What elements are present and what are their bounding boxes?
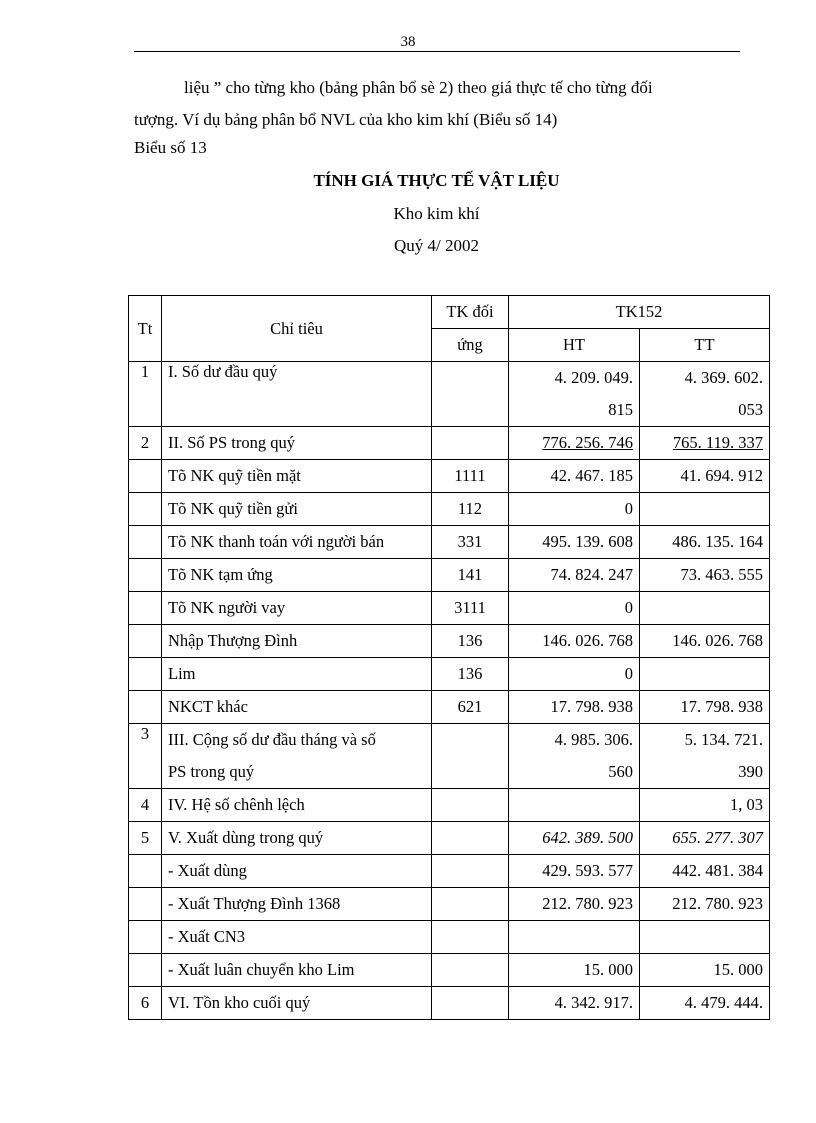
row-tk bbox=[432, 954, 509, 987]
row-label: VI. Tồn kho cuối quý bbox=[162, 987, 432, 1020]
table-row bbox=[129, 559, 770, 592]
row-tt: 5 bbox=[129, 822, 162, 855]
row-ht-value: 776. 256. 746 bbox=[542, 433, 633, 452]
row-tk bbox=[432, 362, 509, 427]
row-label: Tõ NK tạm ứng bbox=[162, 559, 432, 592]
row-tt-value: 41. 694. 912 bbox=[640, 460, 770, 493]
row-tt-value: 73. 463. 555 bbox=[640, 559, 770, 592]
row-tt bbox=[129, 954, 162, 987]
row-tk bbox=[432, 888, 509, 921]
row-ht: 212. 780. 923 bbox=[509, 888, 640, 921]
row-tk: 331 bbox=[432, 526, 509, 559]
row-tt-value bbox=[640, 658, 770, 691]
table-row bbox=[129, 789, 770, 822]
table-subtitle-period: Quý 4/ 2002 bbox=[394, 236, 479, 255]
table-row bbox=[129, 855, 770, 888]
row-ht: 0 bbox=[509, 658, 640, 691]
row-tt bbox=[129, 658, 162, 691]
row-tt: 6 bbox=[129, 987, 162, 1020]
header-row-1 bbox=[129, 296, 770, 329]
row-tt-value: 655. 277. 307 bbox=[640, 822, 770, 855]
table-row bbox=[129, 724, 770, 789]
row-label: V. Xuất dùng trong quý bbox=[162, 822, 432, 855]
material-cost-table bbox=[128, 295, 770, 1020]
row-ht: 146. 026. 768 bbox=[509, 625, 640, 658]
row-label-line-1: III. Cộng số dư đầu tháng và số bbox=[168, 730, 376, 749]
row-label: Tõ NK thanh toán với người bán bbox=[162, 526, 432, 559]
table-row bbox=[129, 460, 770, 493]
table-row bbox=[129, 822, 770, 855]
row-tt-value bbox=[640, 592, 770, 625]
row-ht: 17. 798. 938 bbox=[509, 691, 640, 724]
row-ht: 42. 467. 185 bbox=[509, 460, 640, 493]
row-tt bbox=[129, 691, 162, 724]
table-subtitle-warehouse: Kho kim khí bbox=[393, 204, 480, 223]
row-label: - Xuất luân chuyển kho Lim bbox=[162, 954, 432, 987]
paragraph-line-2: tượng. Ví dụ bảng phân bổ NVL của kho kim khí (Biểu số 14) bbox=[134, 110, 558, 129]
table-title: TÍNH GIÁ THỰC TẾ VẬT LIỆU bbox=[313, 171, 560, 190]
row-ht: 15. 000 bbox=[509, 954, 640, 987]
header-tt-col: TT bbox=[640, 329, 770, 362]
row-ht: 0 bbox=[509, 592, 640, 625]
row-ht: 4. 342. 917. bbox=[509, 987, 640, 1020]
row-label: IV. Hệ số chênh lệch bbox=[162, 789, 432, 822]
table-row bbox=[129, 526, 770, 559]
header-ht: HT bbox=[509, 329, 640, 362]
row-tk: 1111 bbox=[432, 460, 509, 493]
row-tk: 136 bbox=[432, 625, 509, 658]
row-tk: 112 bbox=[432, 493, 509, 526]
page-number: 38 bbox=[400, 34, 416, 50]
row-tk bbox=[432, 921, 509, 954]
row-tk bbox=[432, 822, 509, 855]
row-tt-value: 4. 479. 444. bbox=[640, 987, 770, 1020]
row-label: Tõ NK quỹ tiền mặt bbox=[162, 460, 432, 493]
row-ht: 495. 139. 608 bbox=[509, 526, 640, 559]
table-row bbox=[129, 427, 770, 460]
row-tt-value bbox=[640, 493, 770, 526]
row-tt-value bbox=[640, 362, 770, 427]
row-label: Tõ NK người vay bbox=[162, 592, 432, 625]
row-tt: 2 bbox=[129, 427, 162, 460]
row-tt: 1 bbox=[129, 362, 162, 427]
row-tt-value: 146. 026. 768 bbox=[640, 625, 770, 658]
row-tt bbox=[129, 592, 162, 625]
row-tt bbox=[129, 493, 162, 526]
row-label: Tõ NK quỹ tiền gửi bbox=[162, 493, 432, 526]
table-row bbox=[129, 888, 770, 921]
row-label: II. Số PS trong quý bbox=[162, 427, 432, 460]
table-caption: Biểu số 13 bbox=[134, 138, 207, 157]
row-label-line-2: PS trong quý bbox=[168, 762, 255, 781]
header-tt: Tt bbox=[129, 296, 162, 362]
row-tk bbox=[432, 987, 509, 1020]
row-tt-value: 486. 135. 164 bbox=[640, 526, 770, 559]
header-chi-tieu: Chỉ tiêu bbox=[162, 296, 432, 362]
row-tk bbox=[432, 724, 509, 789]
row-tt-value: 442. 481. 384 bbox=[640, 855, 770, 888]
row-label: Lim bbox=[162, 658, 432, 691]
row-tt: 4 bbox=[129, 789, 162, 822]
row-tt-line-1: 4. 369. 602. bbox=[684, 368, 763, 387]
row-tt-value-text: 765. 119. 337 bbox=[672, 433, 763, 452]
row-label: - Xuất Thượng Đình 1368 bbox=[162, 888, 432, 921]
row-tt-value bbox=[640, 724, 770, 789]
row-tt-line-2: 053 bbox=[738, 400, 763, 419]
row-tt-value: 1, 03 bbox=[640, 789, 770, 822]
row-tt bbox=[129, 888, 162, 921]
table-row bbox=[129, 658, 770, 691]
row-label: I. Số dư đầu quý bbox=[162, 362, 432, 427]
table-row bbox=[129, 592, 770, 625]
row-label: - Xuất dùng bbox=[162, 855, 432, 888]
table-row bbox=[129, 362, 770, 427]
header-tk152: TK152 bbox=[509, 296, 770, 329]
row-tt bbox=[129, 625, 162, 658]
row-ht-line-2: 815 bbox=[608, 400, 633, 419]
row-ht: 74. 824. 247 bbox=[509, 559, 640, 592]
table-row bbox=[129, 954, 770, 987]
row-ht: 429. 593. 577 bbox=[509, 855, 640, 888]
row-ht bbox=[509, 789, 640, 822]
row-ht bbox=[509, 921, 640, 954]
table-row bbox=[129, 625, 770, 658]
row-tt-value: 212. 780. 923 bbox=[640, 888, 770, 921]
row-ht: 642. 389. 500 bbox=[509, 822, 640, 855]
row-tk bbox=[432, 855, 509, 888]
table-row bbox=[129, 921, 770, 954]
row-tk bbox=[432, 789, 509, 822]
row-label: Nhập Thượng Đình bbox=[162, 625, 432, 658]
row-tk: 136 bbox=[432, 658, 509, 691]
row-tk bbox=[432, 427, 509, 460]
header-tk-doi-ung-2: ứng bbox=[432, 329, 509, 362]
row-tt-line-1: 5. 134. 721. bbox=[684, 730, 763, 749]
row-ht: 0 bbox=[509, 493, 640, 526]
row-tt bbox=[129, 526, 162, 559]
header-tk-doi-ung-1: TK đối bbox=[432, 296, 509, 329]
row-tt-value: 17. 798. 938 bbox=[640, 691, 770, 724]
row-ht bbox=[509, 362, 640, 427]
row-tt-value bbox=[640, 921, 770, 954]
row-ht-line-1: 4. 985. 306. bbox=[554, 730, 633, 749]
row-tk: 621 bbox=[432, 691, 509, 724]
row-ht bbox=[509, 724, 640, 789]
row-tt-value bbox=[640, 427, 770, 460]
row-tt bbox=[129, 460, 162, 493]
row-label: - Xuất CN3 bbox=[162, 921, 432, 954]
row-label bbox=[162, 724, 432, 789]
row-ht bbox=[509, 427, 640, 460]
row-tk: 141 bbox=[432, 559, 509, 592]
row-tt-value: 15. 000 bbox=[640, 954, 770, 987]
table-row bbox=[129, 493, 770, 526]
row-tt bbox=[129, 855, 162, 888]
row-tt bbox=[129, 921, 162, 954]
row-tk: 3111 bbox=[432, 592, 509, 625]
row-ht-line-2: 560 bbox=[608, 762, 633, 781]
row-tt-line-2: 390 bbox=[738, 762, 763, 781]
row-tt: 3 bbox=[129, 724, 162, 789]
row-label: NKCT khác bbox=[162, 691, 432, 724]
row-ht-line-1: 4. 209. 049. bbox=[554, 368, 633, 387]
row-tt bbox=[129, 559, 162, 592]
table-row bbox=[129, 691, 770, 724]
table-row bbox=[129, 987, 770, 1020]
paragraph-line-1: liệu ” cho từng kho (bảng phân bổ sè 2) theo giá thực tế cho từng đối bbox=[184, 78, 653, 97]
header-rule bbox=[134, 51, 740, 52]
